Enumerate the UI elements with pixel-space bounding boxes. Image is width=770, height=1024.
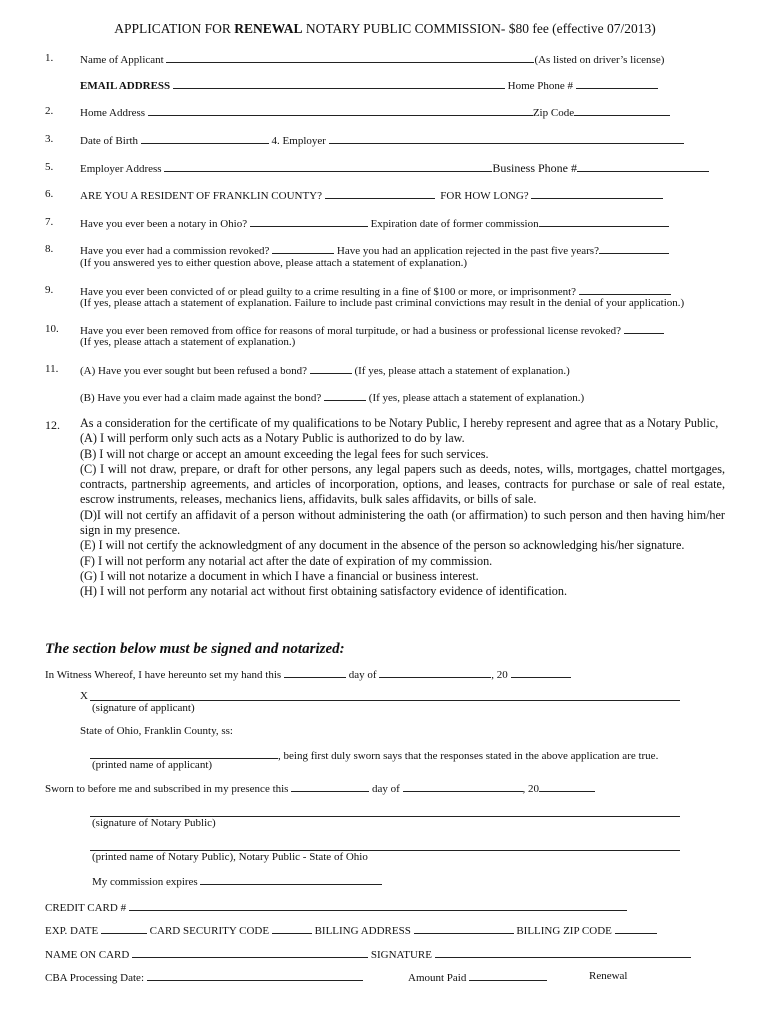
bond-claim-field[interactable] xyxy=(324,390,366,401)
rejected-field[interactable] xyxy=(599,243,669,254)
witness-month-field[interactable] xyxy=(379,667,491,678)
witness-day-field[interactable] xyxy=(284,667,346,678)
sworn-year-field[interactable] xyxy=(539,781,595,792)
email-field[interactable] xyxy=(173,78,505,89)
q12-a: (A) I will perform only such acts as a Notary Public is authorized to do by law. xyxy=(80,431,465,446)
notary-ohio-field[interactable] xyxy=(250,216,368,227)
convicted-field[interactable] xyxy=(579,284,671,295)
applicant-name-field[interactable] xyxy=(166,52,534,63)
q12-d: (D)I will not certify an affidavit of a person without administering the oath (or affirmation) to such person and then having him/her sign in my presence. xyxy=(80,507,725,538)
q9-note: (If yes, please attach a statement of explanation. Failure to include past criminal convictions may result in the denial of your application.) xyxy=(80,297,685,309)
q10-note: (If yes, please attach a statement of explanation.) xyxy=(80,336,296,348)
sig-applicant-caption: (signature of applicant) xyxy=(92,702,195,714)
q12-f: (F) I will not perform any notarial act after the date of expiration of my commission. xyxy=(80,553,493,568)
resident-field[interactable] xyxy=(325,188,435,199)
notary-section-heading: The section below must be signed and notarized: xyxy=(45,641,345,657)
home-phone-field[interactable] xyxy=(576,78,658,89)
notary-signature-field[interactable] xyxy=(90,806,680,817)
home-address-field[interactable] xyxy=(148,105,533,116)
application-form: APPLICATION FOR RENEWAL NOTARY PUBLIC COMMISSION- $80 fee (effective 07/2013) 1. Name of Applicant (As listed on driver’s license) EMAIL ADDRESS Home Phone # 2. Home Address Zip Code 3. Date of Birth 4. Employer 5. Employer Address Business Phone # 6. ARE YOU A RESIDENT OF FRANKLIN COUNTY? FOR HOW LONG? 7. Have you ever been a notary in Ohio? Expiration date of former commission 8. Have you ever had a commission revoked? Have you had an application rejected in the past five years? (If you answered yes to either question above, please attach a statement of explanation.) 9. Have you ever been convicted of or plead guilty to a crime resulting in a fine of $100 or more, or imprisonment? (If yes, please attach a statement of explanation. Failure to include past criminal convictions may result in the denial of your application.) 10. Have you ever been removed from office for reasons of moral turpitude, or had a business or professional license revoked? (If yes, please attach a statement of explanation.) 11. (A) Have you ever sought but been refused a bond? (If yes, please attach a statement of explanation.) (B) Have you ever had a claim made against the bond? (If yes, please attach a statement of explanation.) 12. As a consideration for the certificate of my qualifications to be Notary Public, I hereby represent and agree that as a Notary Public, (A) I will perform only such acts as a Notary Public is authorized to do by law. (B) I will not charge or accept an amount exceeding the legal fees for such services. (C) I will not draw, prepare, or draft for other persons, any legal papers such as deeds, notes, wills, mortgages, chattel mortgages, contracts, partnership agreements, and articles of incorporation, options, and leases, contracts for purchase or sale of real estate, escrow instruments, releases, mechanics liens, affidavits, bulk sales affidavits, or bills of sale. (D)I will not certify an affidavit of a person without administering the oath (or affirmation) to such person and then having him/her sign in my presence. (E) I will not certify the acknowledgment of any document in the absence of the person so acknowledging his/her signature. (F) I will not perform any notarial act after the date of expiration of my commission. (G) I will not notarize a document in which I have a financial or business interest. (H) I will not perform any notarial act without first obtaining satisfactory evidence of identification. The section below must be signed and notarized: In Witness Whereof, I have hereunto set my hand this day of , 20 X (signature of applicant) State of Ohio, Franklin County, ss: , being first duly sworn says that the responses stated in the above application are true. (printed name of applicant) Sworn to before me and subscribed in my presence this day of , 20 (signature of Notary Public) (printed name of Notary Public), Notary Public - State of Ohio My commission expires CREDIT CARD # EXP. DATE CARD SECURITY CODE BILLING ADDRESS BILLING ZIP CODE NAME ON CARD SIGNATURE CBA Processing Date: Amount Paid Renewal xyxy=(0,0,770,1024)
exp-date-field[interactable] xyxy=(101,923,147,934)
q12-g: (G) I will not notarize a document in which I have a financial or business interest. xyxy=(80,568,479,583)
removed-field[interactable] xyxy=(624,323,664,334)
birth-date-field[interactable] xyxy=(141,133,269,144)
how-long-field[interactable] xyxy=(531,188,663,199)
bond-refused-field[interactable] xyxy=(310,363,352,374)
sworn-day-field[interactable] xyxy=(291,781,369,792)
employer-address-field[interactable] xyxy=(164,161,492,172)
expiration-field[interactable] xyxy=(539,216,669,227)
witness-year-field[interactable] xyxy=(511,667,571,678)
q12-statement xyxy=(80,416,725,600)
state-county: State of Ohio, Franklin County, ss: xyxy=(80,725,233,737)
name-on-card-field[interactable] xyxy=(132,947,368,958)
printed-notary-field[interactable] xyxy=(90,840,680,851)
q12-intro: As a consideration for the certificate of my qualifications to be Notary Public, I hereby represent and agree that as a Notary Public, xyxy=(80,416,719,430)
security-code-field[interactable] xyxy=(272,923,312,934)
q12-e: (E) I will not certify the acknowledgment of any document in the absence of the person so acknowledging his/her signature. xyxy=(80,538,685,553)
renewal-label: Renewal xyxy=(589,970,628,982)
printed-notary-caption: (printed name of Notary Public), Notary Public - State of Ohio xyxy=(92,851,368,863)
card-signature-field[interactable] xyxy=(435,947,691,958)
printed-applicant-caption: (printed name of applicant) xyxy=(92,759,213,771)
q12-h: (H) I will not perform any notarial act without first obtaining satisfactory evidence of identification. xyxy=(80,584,568,599)
q8-note: (If you answered yes to either question above, please attach a statement of explanation.) xyxy=(80,257,467,269)
credit-card-field[interactable] xyxy=(129,900,627,911)
applicant-signature-field[interactable] xyxy=(90,690,680,701)
amount-paid-field[interactable] xyxy=(469,970,547,981)
business-phone-field[interactable] xyxy=(577,161,709,172)
zip-code-field[interactable] xyxy=(574,105,670,116)
billing-address-field[interactable] xyxy=(414,923,514,934)
cba-date-field[interactable] xyxy=(147,970,363,981)
form-title: APPLICATION FOR RENEWAL NOTARY PUBLIC COMMISSION- $80 fee (effective 07/2013) xyxy=(114,21,656,36)
title-renewal: RENEWAL xyxy=(234,21,303,36)
employer-field[interactable] xyxy=(329,133,684,144)
commission-expires-field[interactable] xyxy=(200,874,382,885)
sworn-month-field[interactable] xyxy=(403,781,523,792)
q12-c: (C) I will not draw, prepare, or draft for other persons, any legal papers such as deeds, notes, wills, mortgages, chattel mortgages, contracts, partnership agreements, and articles of incorporation, options, and leases, contracts for purchase or sale of real estate, escrow instruments, releases, mechanics liens, affidavits, bulk sales affidavits, or bills of sale. xyxy=(80,461,725,507)
revoked-field[interactable] xyxy=(272,243,334,254)
q12-b: (B) I will not charge or accept an amount exceeding the legal fees for such services. xyxy=(80,446,489,461)
printed-applicant-field[interactable] xyxy=(90,748,278,759)
sig-notary-caption: (signature of Notary Public) xyxy=(92,817,216,829)
billing-zip-field[interactable] xyxy=(615,923,657,934)
